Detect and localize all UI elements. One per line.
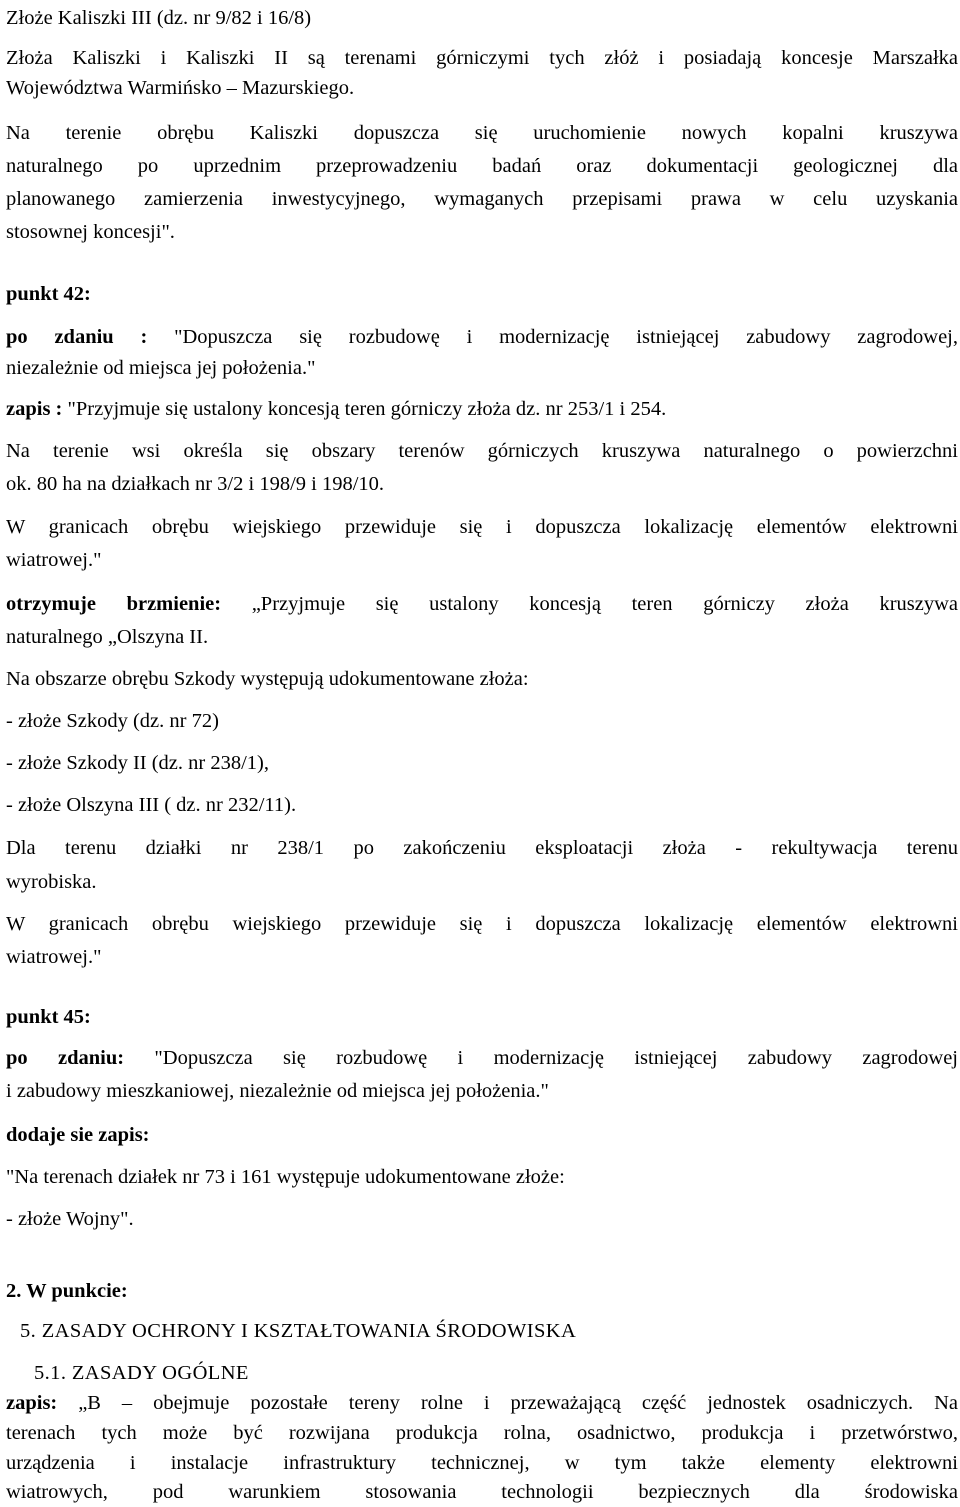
label-record: zapis: <box>6 1392 58 1414</box>
paragraph-line: wiatrowych, pod warunkiem stosowania technologii bezpiecznych dla środowiska <box>6 1481 958 1503</box>
paragraph-line: naturalnego po uprzednim przeprowadzeniu badań oraz dokumentacji geologicznej dla <box>6 155 958 177</box>
list-item: - złoże Szkody (dz. nr 72) <box>6 710 219 732</box>
label-adds-record: dodaje sie zapis: <box>6 1124 150 1146</box>
point-45-heading: punkt 45: <box>6 1006 91 1028</box>
paragraph-line: Na obszarze obrębu Szkody występują udokumentowane złoża: <box>6 668 529 690</box>
paragraph-line: Złoża Kaliszki i Kaliszki II są terenami górniczymi tych złóż i posiadają koncesje Marszałka <box>6 47 958 69</box>
paragraph-line <box>6 591 958 617</box>
label-new-wording: otrzymuje brzmienie: <box>6 593 222 615</box>
paragraph-line: terenach tych może być rozwijana produkcja rolna, osadnictwo, produkcja i przetwórstwo, <box>6 1422 958 1444</box>
quoted-text: "Przyjmuje się ustalony koncesją teren górniczy złoża dz. nr 253/1 i 254. <box>62 398 667 420</box>
paragraph-line <box>6 396 666 422</box>
label-after-sentence: po zdaniu : <box>6 326 148 348</box>
paragraph-line: planowanego zamierzenia inwestycyjnego, wymaganych przepisami prawa w celu uzyskania <box>6 188 958 210</box>
section-2-heading: 2. W punkcie: <box>6 1280 128 1302</box>
list-item: - złoże Szkody II (dz. nr 238/1), <box>6 752 269 774</box>
quoted-text: "Dopuszcza się rozbudowę i modernizację istniejącej zabudowy zagrodowej, <box>147 326 958 348</box>
paragraph-line: i zabudowy mieszkaniowej, niezależnie od miejsca jej położenia." <box>6 1080 549 1102</box>
paragraph-line: urządzenia i instalacje infrastruktury technicznej, w tym także elementy elektrowni <box>6 1452 958 1474</box>
chapter-heading: 5. ZASADY OCHRONY I KSZTAŁTOWANIA ŚRODOWISKA <box>20 1320 577 1342</box>
paragraph-line: wiatrowej." <box>6 549 102 571</box>
list-item: - złoże Olszyna III ( dz. nr 232/11). <box>6 794 297 816</box>
paragraph-line: Dla terenu działki nr 238/1 po zakończeniu eksploatacji złoża - rekultywacja terenu <box>6 837 958 859</box>
list-item: - złoże Wojny". <box>6 1208 134 1230</box>
paragraph-line: Województwa Warmińsko – Mazurskiego. <box>6 77 355 99</box>
paragraph-line: W granicach obrębu wiejskiego przewiduje się i dopuszcza lokalizację elementów elektrowni <box>6 516 958 538</box>
paragraph-line: "Na terenach działek nr 73 i 161 występuje udokumentowane złoże: <box>6 1166 565 1188</box>
paragraph-line: stosownej koncesji". <box>6 221 175 243</box>
point-42-heading: punkt 42: <box>6 283 91 305</box>
paragraph-line <box>6 1045 958 1071</box>
paragraph-line <box>6 324 958 350</box>
subchapter-heading: 5.1. ZASADY OGÓLNE <box>34 1362 249 1384</box>
label-record: zapis : <box>6 398 63 420</box>
quoted-text: "Dopuszcza się rozbudowę i modernizację istniejącej zabudowy zagrodowej <box>124 1047 958 1069</box>
paragraph-line: wiatrowej." <box>6 946 102 968</box>
paragraph-line: wyrobiska. <box>6 871 97 893</box>
paragraph-line: Na terenie wsi określa się obszary terenów górniczych kruszywa naturalnego o powierzchni <box>6 440 958 462</box>
quoted-text: „B – obejmuje pozostałe tereny rolne i przeważającą część jednostek osadniczych. Na <box>57 1392 958 1414</box>
paragraph-line: naturalnego „Olszyna II. <box>6 626 209 648</box>
paragraph-line: Na terenie obrębu Kaliszki dopuszcza się uruchomienie nowych kopalni kruszywa <box>6 122 958 144</box>
label-after-sentence: po zdaniu: <box>6 1047 125 1069</box>
deposit-heading: Złoże Kaliszki III (dz. nr 9/82 i 16/8) <box>6 7 312 29</box>
paragraph-line: ok. 80 ha na działkach nr 3/2 i 198/9 i 198/10. <box>6 473 385 495</box>
paragraph-line: W granicach obrębu wiejskiego przewiduje się i dopuszcza lokalizację elementów elektrowni <box>6 913 958 935</box>
quoted-text: „Przyjmuje się ustalony koncesją teren górniczy złoża kruszywa <box>221 593 958 615</box>
paragraph-line <box>6 1390 958 1416</box>
paragraph-line: niezależnie od miejsca jej położenia." <box>6 357 316 379</box>
